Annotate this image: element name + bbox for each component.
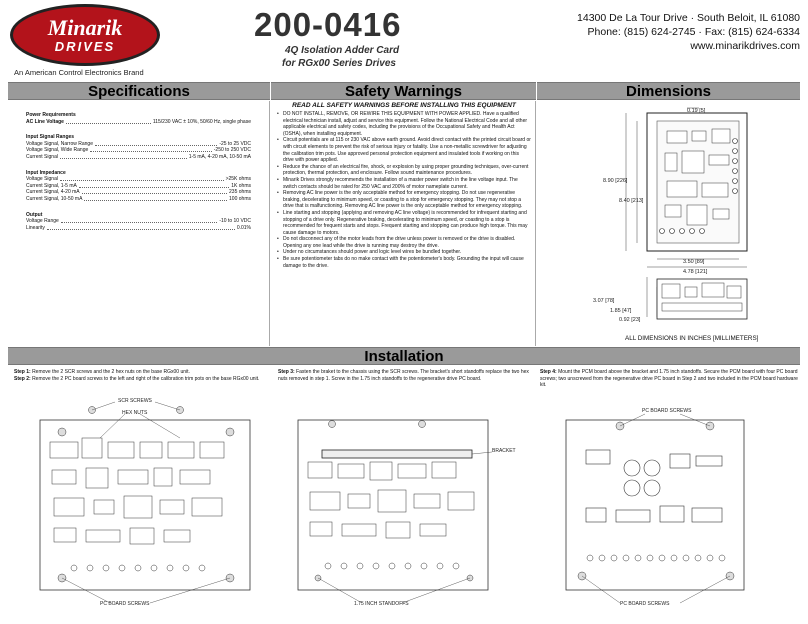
specifications-panel bbox=[8, 101, 270, 346]
dimensions-banner: Dimensions bbox=[537, 82, 800, 100]
install-col-2 bbox=[278, 369, 534, 382]
input-impedance-heading: Input Impedance bbox=[26, 169, 66, 176]
safety-item: • Removing AC line power is the only acceptable method for emergency stopping. Do not use regenerative braking, decelerating to minimum speed, or coasting to a stop for emergency stopping. They may not stop a drive that is malfunctioning. Removing AC line power is the only acceptable method for emergency stopping. bbox=[277, 190, 531, 210]
step2-text: Step 2: Remove the 2 PC board screws to the left and right of the calibration trim pots on the base RGx00 unit. bbox=[14, 375, 260, 382]
brand-tagline: An American Control Electronics Brand bbox=[14, 68, 144, 77]
spec-row: Voltage Signal >25K ohms bbox=[26, 176, 251, 183]
label-standoffs: 1.75 INCH STANDOFFS bbox=[354, 601, 409, 607]
power-heading: Power Requirements bbox=[26, 112, 76, 118]
dim-width-inner: 3.50 [89] bbox=[683, 259, 705, 265]
install-col-3 bbox=[540, 369, 798, 389]
board-drawing-2 bbox=[292, 398, 522, 614]
spec-row: Voltage Signal, Narrow Range -25 to 25 VDC bbox=[26, 140, 251, 147]
safety-item: • Be sure potentiometer tabs do no make contact with the potentiometer's body. Grounding the input will cause damage to the drive. bbox=[277, 256, 531, 269]
spec-row: Current Signal, 4-20 mA 235 ohms bbox=[26, 189, 251, 196]
label-pc-board-screws-top: PC BOARD SCREWS bbox=[642, 408, 692, 414]
spec-row: Voltage Range -10 to 10 VDC bbox=[26, 218, 251, 225]
phone-fax-line: Phone: (815) 624-2745 · Fax: (815) 624-6334 bbox=[587, 26, 800, 38]
dim-side-bottom: 0.92 [23] bbox=[619, 317, 641, 323]
board-drawing-1 bbox=[30, 398, 260, 614]
safety-panel bbox=[271, 101, 536, 346]
dim-width-outer: 4.78 [121] bbox=[683, 269, 708, 275]
website-link[interactable]: www.minarikdrives.com bbox=[690, 40, 800, 52]
spec-row: Current Signal, 10-50 mA 100 ohms bbox=[26, 195, 251, 202]
input-ranges-heading: Input Signal Ranges bbox=[26, 134, 75, 141]
safety-item: • DO NOT INSTALL, REMOVE, OR REWIRE THIS EQUIPMENT WITH POWER APPLIED. Have a qualified electrical technician install, adjust and service this equipment. Follow the National Electrical Code and all other applicable electrical and safety codes, including the provisions of the Occupational Safety and Health Act (OSHA), when installing equipment. bbox=[277, 111, 531, 137]
dim-height-outer: 8.90 [226] bbox=[603, 178, 628, 184]
label-hex-nuts: HEX NUTS bbox=[122, 410, 148, 416]
dimensions-note: ALL DIMENSIONS IN INCHES [MILLIMETERS] bbox=[625, 335, 759, 342]
step4-text: Step 4: Mount the PCM board above the bracket and 1.75 inch standoffs. Secure the PCM board with four PC board screws; two unscrewed from the regenerative drive PC board in Step 2 and two included in the PCM board hardware kit. bbox=[540, 369, 798, 388]
dim-side-mid: 1.85 [47] bbox=[610, 308, 632, 314]
spec-row: Current Signal, 1-5 mA 1K ohms bbox=[26, 182, 251, 189]
safety-item: • Circuit potentials are at 115 or 230 VAC above earth ground. Avoid direct contact with the printed circuit board or with circuit elements to prevent the risk of serious injury or fatality. Use a non-metallic screwdriver for adjusting the calibration trim pots. Use approved personal protection equipment and insulated tools if working on this drive with power applied. bbox=[277, 137, 531, 163]
specifications-banner: Specifications bbox=[8, 82, 270, 100]
board-drawing-3 bbox=[560, 398, 790, 614]
step1-text: Step 1: Remove the 2 SCR screws and the 2 hex nuts on the base RGx00 unit. bbox=[14, 369, 190, 375]
contact-block bbox=[577, 11, 800, 53]
spec-row: Voltage Signal, Wide Range -250 to 250 VDC bbox=[26, 147, 251, 154]
safety-banner: Safety Warnings bbox=[271, 82, 536, 100]
dim-height-inner: 8.40 [213] bbox=[619, 198, 644, 204]
safety-list bbox=[277, 111, 531, 269]
safety-item: • Line starting and stopping (applying and removing AC line voltage) is recommended for infrequent starting and stopping of a drive only. Regenerative braking, decelerating to minimum speed, or coasting to a stop is recommended for frequent starts and stops. Frequent starting and stopping can produce high torque. This may cause damage to motors. bbox=[277, 210, 531, 236]
install-diagram-3 bbox=[560, 398, 790, 614]
logo-line1: Minarik bbox=[47, 14, 123, 40]
product-subtitle bbox=[282, 44, 400, 70]
dimensions-panel bbox=[537, 101, 800, 346]
output-heading: Output bbox=[26, 211, 43, 218]
safety-heading: READ ALL SAFETY WARNINGS BEFORE INSTALLING THIS EQUIPMENT bbox=[292, 102, 516, 109]
dimension-drawing bbox=[537, 101, 800, 346]
safety-item: • Minarik Drives strongly recommends the installation of a master power switch in the line voltage input. The switch contacts should be rated for 250 VAC and 200% of motor nameplate current. bbox=[277, 177, 531, 190]
label-pc-board-screws-bottom: PC BOARD SCREWS bbox=[620, 601, 670, 607]
address-line: 14300 De La Tour Drive · South Beloit, IL 61080 bbox=[577, 12, 800, 24]
spec-row: AC Line Voltage 115/230 VAC ± 10%, 50/60 Hz, single phase bbox=[26, 118, 251, 125]
label-scr-screws: SCR SCREWS bbox=[118, 398, 152, 404]
label-pc-board-screws-1: PC BOARD SCREWS bbox=[100, 601, 150, 607]
label-bracket: BRACKET bbox=[492, 448, 516, 454]
spec-row: Linearity 0.01% bbox=[26, 224, 251, 231]
logo-line2: DRIVES bbox=[54, 38, 116, 54]
safety-item: • Reduce the chance of an electrical fire, shock, or explosion by using proper grounding techniques, over-current protection, thermal protection, and enclosure. Follow sound maintenance procedures. bbox=[277, 164, 531, 177]
install-col-1 bbox=[14, 369, 274, 382]
dim-top: 0.19 [5] bbox=[687, 108, 706, 114]
dim-side-height: 3.07 [78] bbox=[593, 298, 615, 304]
install-diagram-2 bbox=[292, 398, 522, 614]
minarik-logo bbox=[10, 4, 160, 66]
subtitle-line2: for RGx00 Series Drives bbox=[282, 58, 396, 69]
install-diagram-1 bbox=[30, 398, 260, 614]
safety-item: • Do not disconnect any of the motor leads from the drive unless power is removed or the drive is disabled. Opening any one lead while the drive is running may destroy the drive. bbox=[277, 236, 531, 249]
installation-banner: Installation bbox=[8, 347, 800, 365]
safety-item: • Under no circumstances should power and logic level wires be bundled together. bbox=[277, 249, 531, 256]
model-number: 200-0416 bbox=[254, 6, 402, 43]
step3-text: Step 3: Fasten the braket to the chassis using the SCR screws. The bracket's short standoffs replace the two hex nuts removed in step 1. Screw in the 1.75 inch standoffs to the regenerative drive PC board. bbox=[278, 369, 529, 382]
spec-row: Current Signal 1-5 mA, 4-20 mA, 10-50 mA bbox=[26, 153, 251, 160]
subtitle-line1: 4Q Isolation Adder Card bbox=[285, 45, 400, 56]
